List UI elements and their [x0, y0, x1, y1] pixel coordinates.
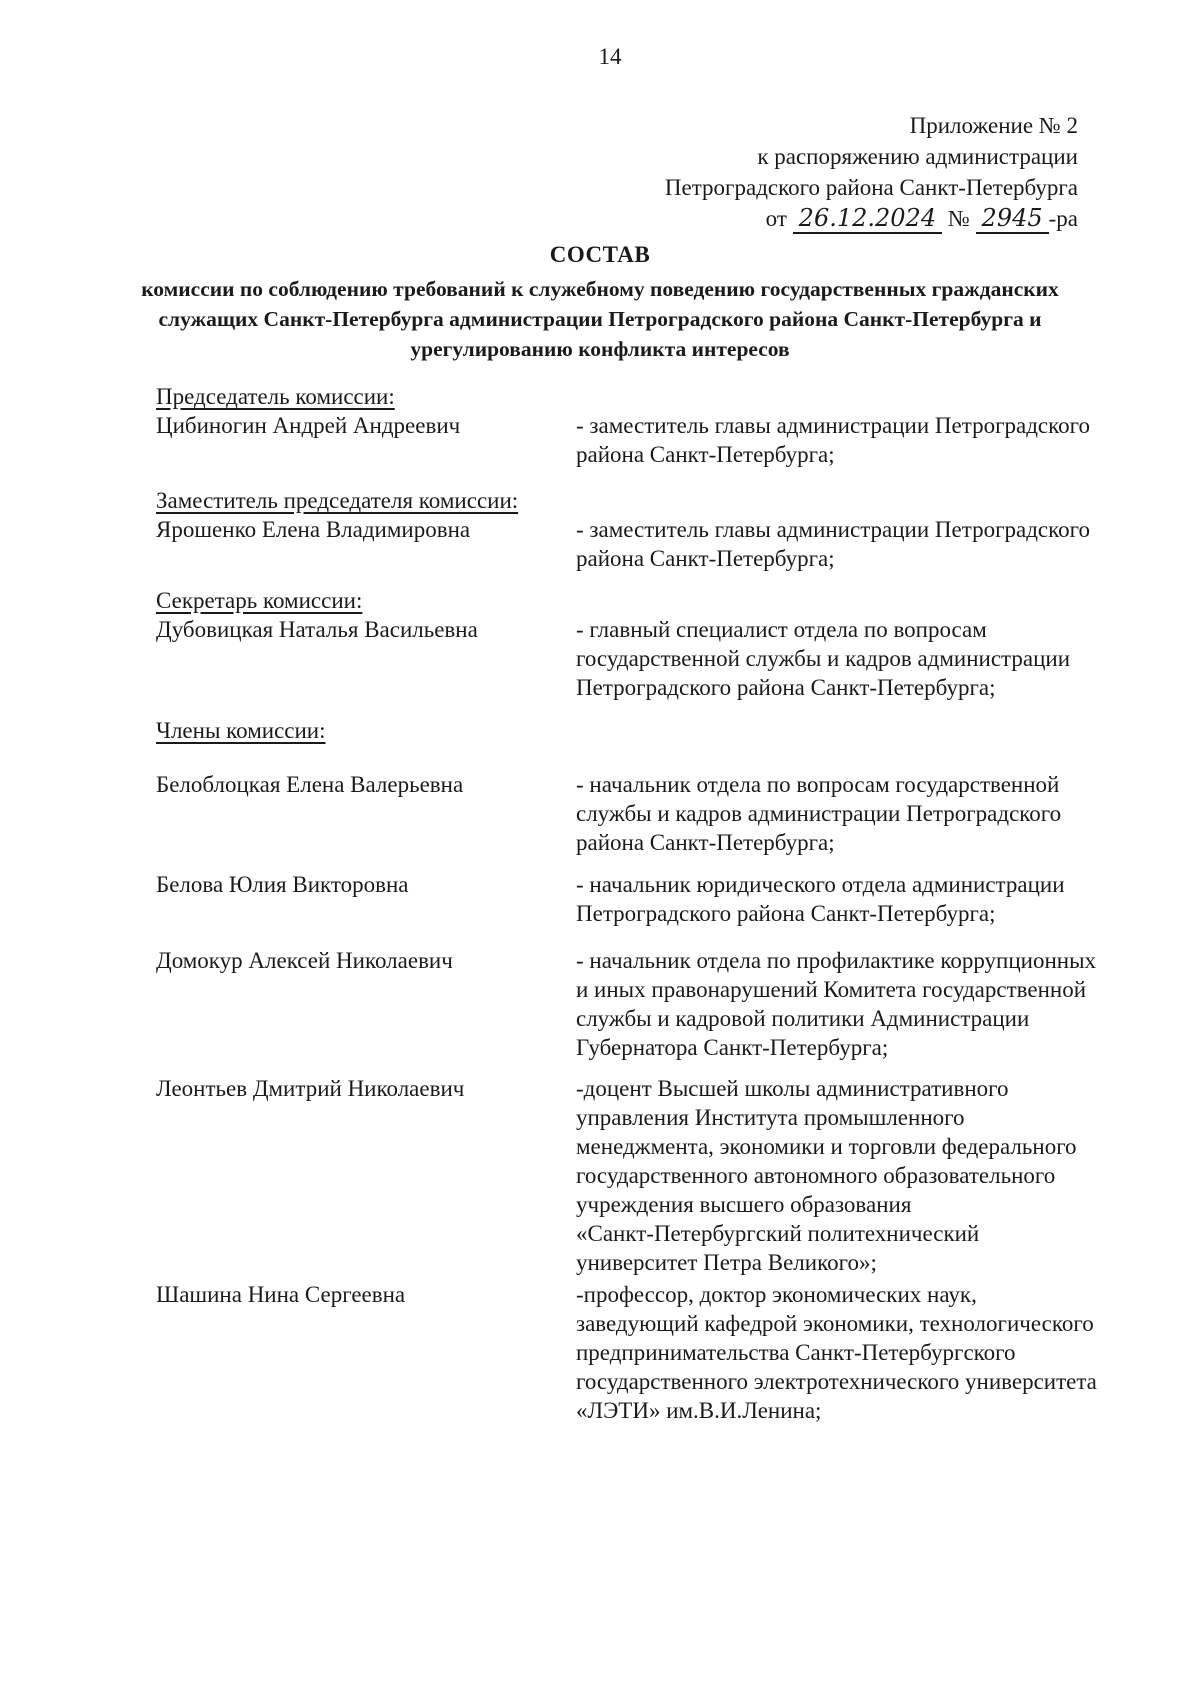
member-position: -доцент Высшей школы административного управления Института промышленного менеджмента, экономики и торговли федерального государственного автономного образовательного учреждения высшего образования «Санкт-Петербургский политехнический университет Петра Великого»; [576, 1076, 1077, 1275]
secretary-position: - главный специалист отдела по вопросам государственной службы и кадров администрации Петроградского района Санкт-Петербурга; [576, 617, 1071, 700]
member-entry [156, 870, 1156, 928]
vice-chair-name: Ярошенко Елена Владимировна [156, 517, 471, 542]
member-position: - начальник юридического отдела администрации Петроградского района Санкт-Петербурга; [576, 872, 1065, 926]
member-position: -профессор, доктор экономических наук, заведующий кафедрой экономики, технологического предпринимательства Санкт-Петербургского государственного электротехнического университета «ЛЭТИ» им.В.И.Ленина; [576, 1282, 1097, 1423]
document-title: СОСТАВ [549, 242, 651, 267]
chair-entry [156, 382, 1156, 469]
member-entry [156, 1074, 1156, 1277]
members-heading: Члены комиссии: [156, 718, 326, 743]
secretary-entry [156, 586, 1156, 702]
appendix-reference: к распоряжению администрации [757, 144, 1078, 169]
appendix-title: Приложение № 2 [909, 113, 1078, 138]
member-name: Леонтьев Дмитрий Николаевич [156, 1076, 465, 1101]
appendix-district: Петроградского района Санкт-Петербурга [664, 175, 1078, 200]
chair-name: Цибиногин Андрей Андреевич [156, 413, 461, 438]
member-entry [156, 946, 1156, 1062]
member-name: Домокур Алексей Николаевич [156, 948, 453, 973]
number-suffix: -ра [1048, 206, 1078, 231]
member-entry [156, 770, 1156, 857]
handwritten-number: 2945 [976, 204, 1049, 234]
vice-chair-entry [156, 486, 1156, 573]
member-name: Белоблоцкая Елена Валерьевна [156, 772, 464, 797]
member-entry [156, 1280, 1156, 1425]
appendix-header [665, 110, 1078, 234]
members-heading-block [156, 716, 1156, 745]
handwritten-date: 26.12.2024 [793, 204, 942, 234]
member-position: - начальник отдела по профилактике коррупционных и иных правонарушений Комитета государственной службы и кадровой политики Администрации Губернатора Санкт-Петербурга; [576, 948, 1097, 1060]
chair-role-heading: Председатель комиссии: [156, 384, 395, 409]
member-name: Шашина Нина Сергеевна [156, 1282, 406, 1307]
number-prefix: № [947, 206, 970, 231]
vice-chair-position: - заместитель главы администрации Петроградского района Санкт-Петербурга; [576, 517, 1090, 571]
secretary-name: Дубовицкая Наталья Васильевна [156, 617, 478, 642]
member-position: - начальник отдела по вопросам государственной службы и кадров администрации Петроградского района Санкт-Петербурга; [576, 772, 1062, 855]
vice-chair-role-heading: Заместитель председателя комиссии: [156, 488, 519, 513]
document-subtitle: комиссии по соблюдению требований к служебному поведению государственных гражданских служащих Санкт-Петербурга администрации Петроградского района Санкт-Петербурга и урегулированию конфликта интересов [141, 277, 1059, 361]
secretary-role-heading: Секретарь комиссии: [156, 588, 363, 613]
member-name: Белова Юлия Викторовна [156, 872, 409, 897]
date-prefix: от [765, 206, 787, 231]
page-number: 14 [598, 44, 622, 69]
appendix-date-line [665, 203, 1078, 234]
chair-position: - заместитель главы администрации Петроградского района Санкт-Петербурга; [576, 413, 1090, 467]
